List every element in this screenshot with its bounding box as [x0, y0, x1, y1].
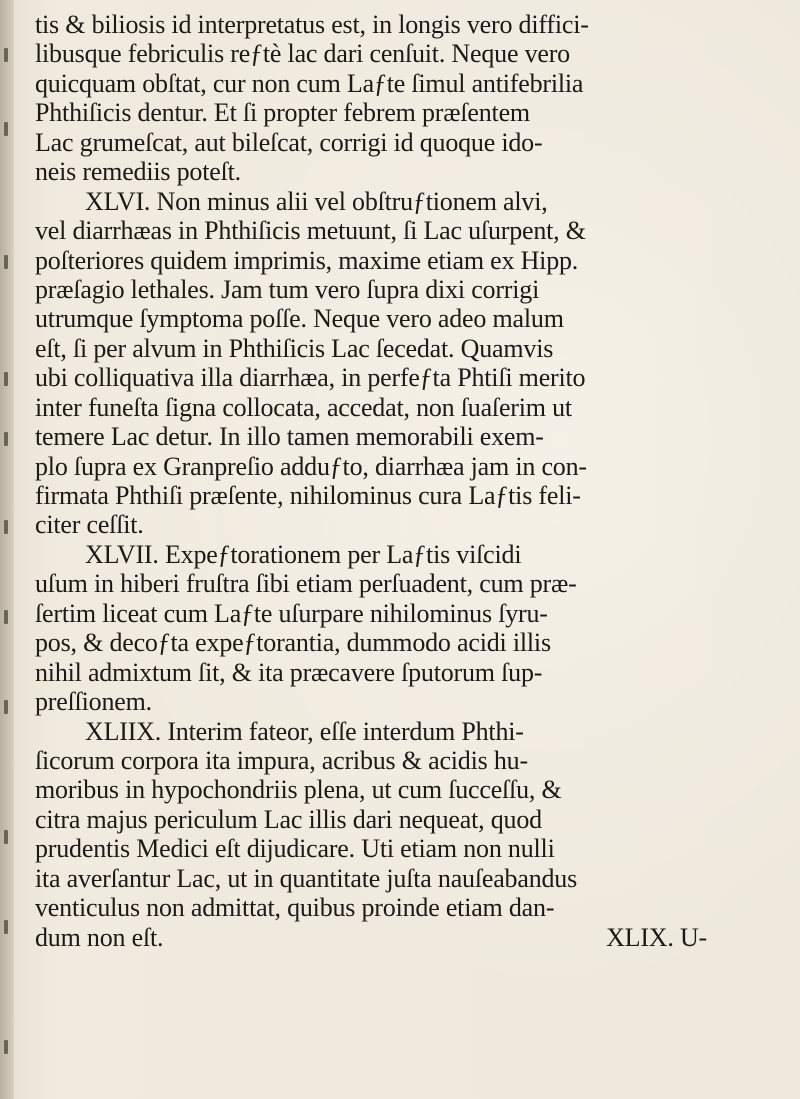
text-line: ſertim liceat cum Laƒte uſurpare nihilominus ſyru- — [35, 598, 548, 628]
text-line: plo ſupra ex Granpreſio adduƒto, diarrhæa jam in con- — [35, 451, 587, 481]
gutter-mark — [4, 122, 8, 136]
gutter-mark — [4, 432, 8, 446]
gutter-mark — [4, 48, 8, 62]
text-line: tis & biliosis id interpretatus est, in longis vero diffici- — [35, 10, 589, 39]
text-line: venticulus non admittat, quibus proinde etiam dan- — [35, 893, 555, 923]
binding-gutter — [0, 0, 14, 1099]
text-line: præſagio lethales. Jam tum vero ſupra dixi corrigi — [35, 274, 540, 304]
final-line-text: dum non eſt. — [35, 922, 164, 952]
gutter-mark — [4, 920, 8, 934]
gutter-mark — [4, 372, 8, 386]
section-heading-line: XLVII. Expeƒtorationem per Laƒtis viſcidi — [85, 539, 522, 569]
text-line: vel diarrhæas in Phthiſicis metuunt, ſi Lac uſurpent, & — [35, 216, 586, 246]
text-line: uſum in hiberi fruſtra ſibi etiam perſuadent, cum præ- — [35, 569, 577, 599]
text-line: moribus in hypochondriis plena, ut cum ſucceſſu, & — [35, 775, 562, 805]
text-line: prudentis Medici eſt dijudicare. Uti etiam non nulli — [35, 834, 555, 864]
text-line: nihil admixtum ſit, & ita præcavere ſputorum ſup- — [35, 657, 543, 687]
catchword: XLIX. U- — [606, 922, 707, 952]
gutter-mark — [4, 1040, 8, 1054]
text-line: Phthiſicis dentur. Et ſi propter febrem præſentem — [35, 98, 530, 128]
text-line: firmata Phthiſi præſente, nihilominus cura Laƒtis feli- — [35, 481, 581, 510]
text-line: ſicorum corpora ita impura, acribus & acidis hu- — [35, 745, 528, 775]
text-line: quicquam obſtat, cur non cum Laƒte ſimul antifebrilia — [35, 68, 584, 98]
gutter-mark — [4, 255, 8, 269]
section-heading-line: XLVI. Non minus alii vel obſtruƒtionem alvi, — [85, 186, 548, 216]
gutter-mark — [4, 520, 8, 534]
text-line: inter funeſta ſigna collocata, accedat, non ſuaſerim ut — [35, 392, 572, 422]
gutter-mark — [4, 700, 8, 714]
text-line: eſt, ſi per alvum in Phthiſicis Lac ſecedat. Quamvis — [35, 333, 554, 363]
section-heading-line: XLIIX. Interim fateor, eſſe interdum Phthi- — [85, 716, 524, 746]
text-body — [35, 10, 775, 952]
text-line: citer ceſſit. — [35, 510, 144, 540]
text-line: poſteriores quidem imprimis, maxime etiam ex Hipp. — [35, 245, 579, 275]
text-line: ubi colliquativa illa diarrhæa, in perfeƒta Phtiſi merito — [35, 363, 586, 393]
text-line: citra majus periculum Lac illis dari nequeat, quod — [35, 804, 542, 834]
text-line: preſſionem. — [35, 687, 152, 717]
text-line: neis remediis poteſt. — [35, 157, 241, 187]
text-line: ita averſantur Lac, ut in quantitate juſta nauſeabandus — [35, 863, 578, 893]
text-line: libusque febriculis reƒtè lac dari cenſuit. Neque vero — [35, 39, 570, 69]
text-line: pos, & decoƒta expeƒtorantia, dummodo acidi illis — [35, 628, 551, 658]
text-line: utrumque ſymptoma poſſe. Neque vero adeo malum — [35, 304, 564, 334]
gutter-mark — [4, 610, 8, 624]
gutter-mark — [4, 830, 8, 844]
text-line: Lac grumeſcat, aut bileſcat, corrigi id quoque ido- — [35, 127, 543, 157]
final-line — [35, 923, 707, 952]
text-line: temere Lac detur. In illo tamen memorabili exem- — [35, 422, 544, 452]
